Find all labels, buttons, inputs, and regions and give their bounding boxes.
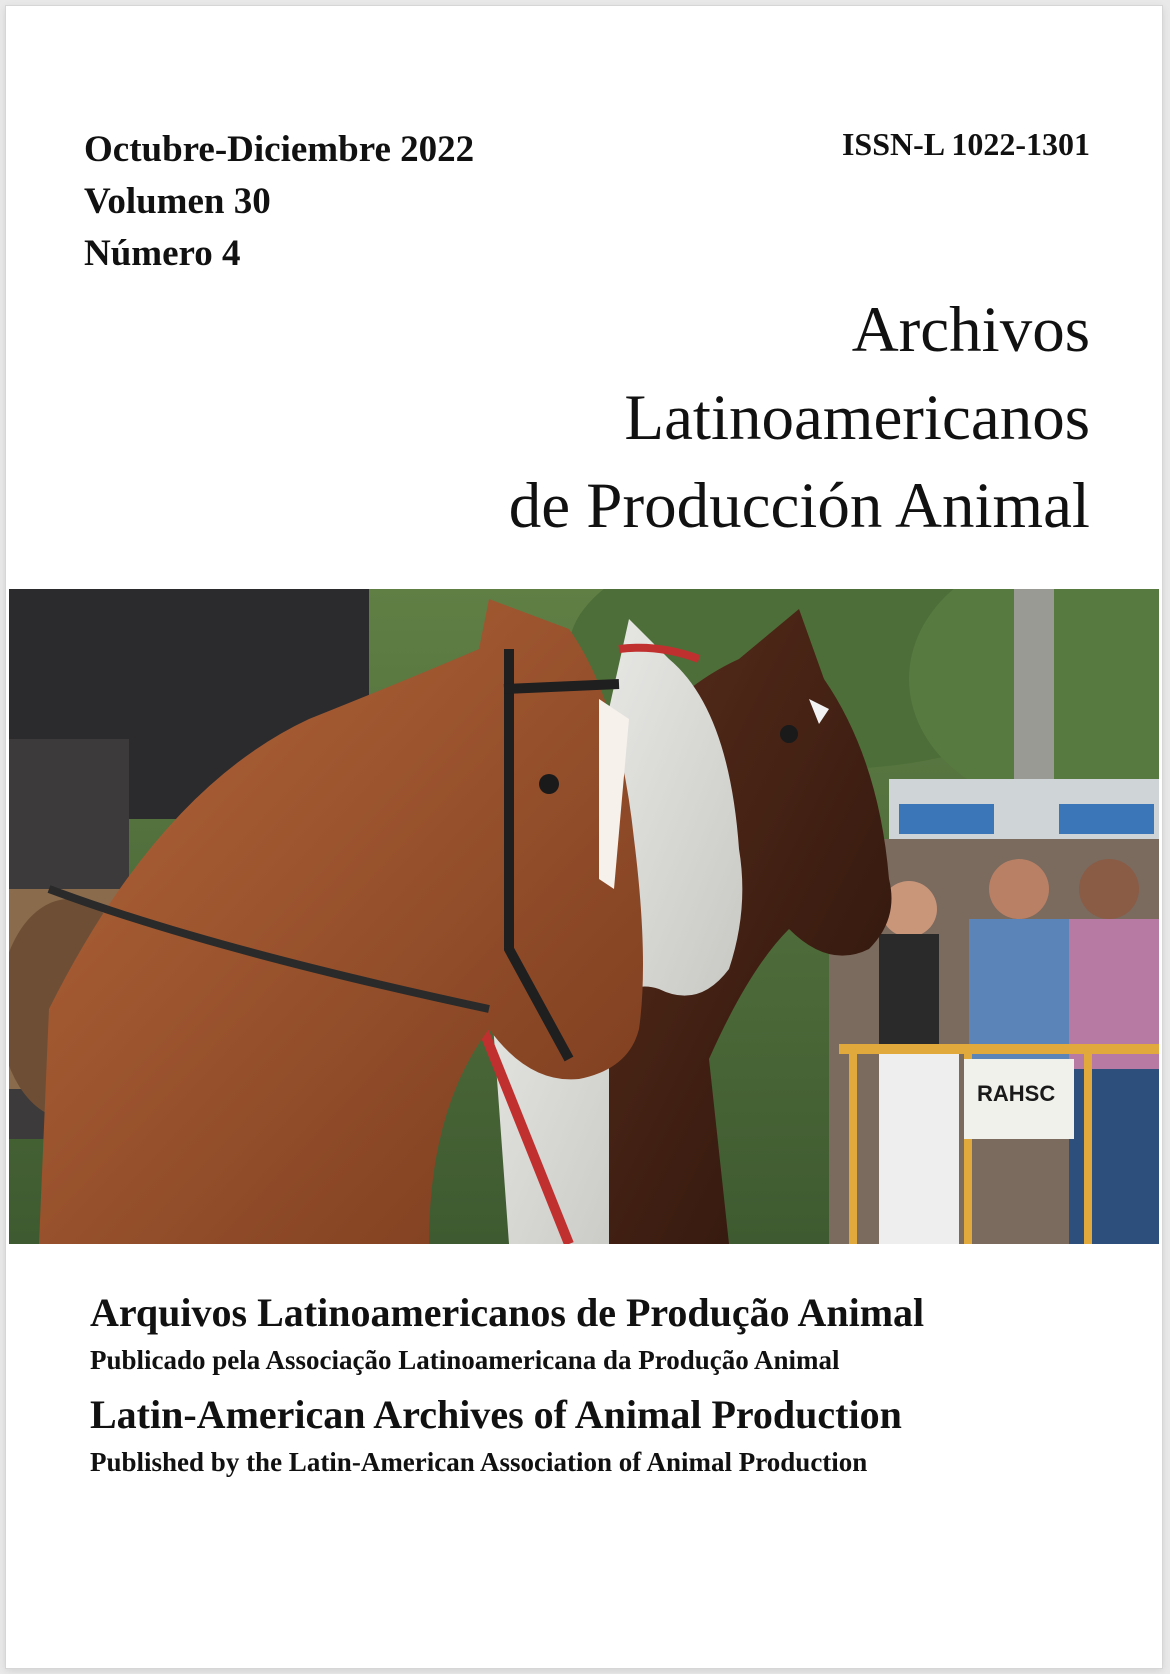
horses-illustration [9,589,1159,1244]
footer-publisher-info [90,1286,924,1490]
issue-info [84,124,474,280]
journal-cover [6,6,1162,1668]
journal-title [509,286,1090,550]
banner-text: RAHSC [977,1081,1056,1106]
footer-en-title: Latin-American Archives of Animal Production [90,1392,902,1437]
cover-photo-horses [9,589,1159,1244]
issue-volume: Volumen 30 [84,181,271,222]
journal-title-line-3: de Producción Animal [508,470,1090,542]
journal-title-line-2: Latinoamericanos [624,382,1090,454]
issn-label: ISSN-L 1022-1301 [841,126,1090,162]
journal-title-line-1: Archivos [851,294,1090,366]
issue-period: Octubre-Diciembre 2022 [84,129,475,170]
footer-pt-title: Arquivos Latinoamericanos de Produção Animal [90,1290,925,1335]
footer-pt-subtitle: Publicado pela Associação Latinoamericana da Produção Animal [90,1345,840,1375]
issue-number: Número 4 [84,233,241,274]
footer-en-subtitle: Published by the Latin-American Association of Animal Production [90,1447,868,1477]
